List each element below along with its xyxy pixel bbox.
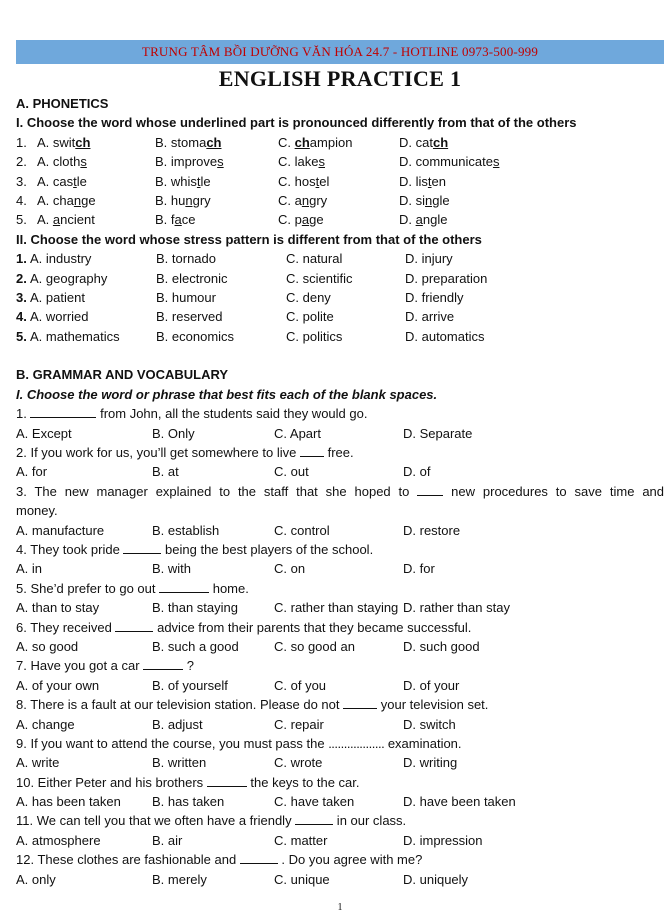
option-text: C. deny bbox=[286, 289, 331, 305]
underlined-part: s bbox=[318, 154, 325, 170]
question-number: 3. bbox=[16, 173, 27, 189]
option-text: D. preparation bbox=[405, 270, 488, 286]
question-stem: 3. The new manager explained to the staff that she hoped to bbox=[16, 483, 418, 499]
option-text: le bbox=[439, 192, 450, 208]
stress-question bbox=[16, 307, 664, 326]
answer-blank bbox=[240, 851, 278, 864]
option bbox=[156, 249, 216, 268]
grammar-question bbox=[16, 540, 664, 559]
option-text: B. humour bbox=[156, 289, 216, 305]
section-a-heading bbox=[16, 94, 664, 113]
question-number: 2. bbox=[16, 154, 27, 170]
underlined-part: a bbox=[52, 212, 61, 228]
answer-blank bbox=[300, 444, 324, 457]
question-stem: . Do you agree with me? bbox=[277, 852, 423, 868]
part-heading: I. Choose the word whose underlined part is pronounced differently from that of the others bbox=[16, 115, 577, 131]
answer-options bbox=[16, 715, 664, 734]
answer-options bbox=[16, 792, 664, 811]
grammar-question bbox=[16, 618, 664, 637]
option-text: cat bbox=[415, 134, 433, 150]
part-heading: I. Choose the word or phrase that best fits each of the blank spaces. bbox=[16, 386, 438, 402]
question-stem: ? bbox=[183, 658, 195, 674]
option: C. on bbox=[274, 561, 306, 577]
option bbox=[156, 288, 216, 307]
question-continuation bbox=[16, 501, 664, 520]
question-stem: the keys to the car. bbox=[246, 774, 360, 790]
question-text bbox=[16, 656, 664, 675]
grammar-question bbox=[16, 443, 664, 462]
option: C. unique bbox=[274, 871, 330, 887]
underlined-part: ng bbox=[73, 192, 89, 208]
option-label: C. bbox=[278, 134, 295, 150]
question-text bbox=[16, 540, 664, 559]
option bbox=[156, 269, 228, 288]
option: D. rather than stay bbox=[403, 600, 510, 616]
question-text bbox=[16, 811, 664, 830]
option: A. for bbox=[16, 464, 48, 480]
option-label: C. bbox=[278, 212, 295, 228]
option: C. have taken bbox=[274, 794, 355, 810]
underlined-part: ch bbox=[75, 134, 91, 150]
option: B. such a good bbox=[152, 638, 239, 654]
option-label: A. bbox=[37, 173, 53, 189]
question-number: 4. bbox=[16, 192, 27, 208]
option bbox=[16, 249, 91, 268]
option-label: D. bbox=[399, 192, 416, 208]
option bbox=[16, 307, 89, 326]
option: B. written bbox=[152, 755, 207, 771]
option-text: le bbox=[76, 173, 87, 189]
option: A. of your own bbox=[16, 677, 100, 693]
question-stem: 10. Either Peter and his brothers bbox=[16, 774, 207, 790]
option-text: ncient bbox=[60, 212, 95, 228]
grammar-question bbox=[16, 850, 664, 869]
option bbox=[278, 133, 352, 152]
option bbox=[278, 172, 329, 191]
option-text: en bbox=[431, 173, 446, 189]
underlined-part: s bbox=[492, 154, 500, 170]
answer-options bbox=[16, 462, 664, 481]
option-text: improve bbox=[170, 154, 218, 170]
question-number: 1. bbox=[16, 251, 27, 267]
option-text: B. electronic bbox=[156, 270, 228, 286]
underlined-part: t bbox=[73, 173, 77, 189]
option-label: C. bbox=[278, 173, 295, 189]
phonetics-question bbox=[16, 210, 664, 229]
option: D. writing bbox=[403, 755, 458, 771]
option-text: a bbox=[294, 192, 302, 208]
option bbox=[286, 327, 342, 346]
part-heading: II. Choose the word whose stress pattern is different from that of the others bbox=[16, 231, 482, 247]
question-stem: 8. There is a fault at our television station. Please do not bbox=[16, 697, 344, 713]
option: D. of bbox=[403, 464, 431, 480]
option-label: A. bbox=[37, 134, 53, 150]
question-text bbox=[16, 482, 664, 501]
phonetics-question bbox=[16, 172, 664, 191]
option: A. in bbox=[16, 561, 43, 577]
question-stem: 1. bbox=[16, 406, 31, 422]
page-title: ENGLISH PRACTICE 1 bbox=[218, 66, 462, 91]
option-text: hos bbox=[294, 173, 316, 189]
option: A. has been taken bbox=[16, 794, 121, 810]
option bbox=[155, 191, 211, 210]
grammar-part1-heading bbox=[16, 385, 664, 404]
option bbox=[278, 191, 327, 210]
answer-options bbox=[16, 559, 664, 578]
blank-dots: .................. bbox=[328, 735, 385, 751]
option-text: B. economics bbox=[156, 328, 235, 344]
question-number: 3. bbox=[16, 289, 27, 305]
answer-blank bbox=[123, 541, 161, 554]
option bbox=[405, 288, 464, 307]
underlined-part: t bbox=[427, 173, 432, 189]
grammar-question bbox=[16, 579, 664, 598]
option bbox=[399, 133, 448, 152]
grammar-question bbox=[16, 811, 664, 830]
option: C. of you bbox=[274, 677, 327, 693]
option-text: hu bbox=[170, 192, 186, 208]
question-stem: money. bbox=[16, 503, 58, 519]
option: B. establish bbox=[152, 522, 220, 538]
option-text: e bbox=[88, 192, 96, 208]
question-stem: your television set. bbox=[377, 697, 489, 713]
option-text: ce bbox=[181, 212, 196, 228]
answer-blank bbox=[207, 774, 247, 787]
option: C. control bbox=[274, 522, 330, 538]
section-heading: A. PHONETICS bbox=[16, 96, 109, 111]
option bbox=[399, 191, 450, 210]
option-label: D. bbox=[399, 173, 416, 189]
option-label: C. bbox=[278, 192, 295, 208]
option bbox=[405, 249, 453, 268]
option bbox=[405, 327, 484, 346]
question-number: 4. bbox=[16, 309, 27, 325]
option-label: D. bbox=[399, 154, 416, 170]
option: D. for bbox=[403, 561, 435, 577]
underlined-part: t bbox=[315, 173, 320, 189]
underlined-part: ch bbox=[206, 134, 222, 150]
question-stem: 7. Have you got a car bbox=[16, 658, 144, 674]
option: A. change bbox=[16, 716, 75, 732]
question-stem: advice from their parents that they became successful. bbox=[153, 619, 472, 635]
option-text: A. industry bbox=[30, 251, 92, 267]
answer-blank bbox=[295, 812, 333, 825]
question-stem: 6. They received bbox=[16, 619, 116, 635]
option: D. impression bbox=[403, 832, 483, 848]
option-text: lake bbox=[294, 154, 319, 170]
option: C. matter bbox=[274, 832, 328, 848]
question-number: 1. bbox=[16, 134, 27, 150]
section-heading: B. GRAMMAR AND VOCABULARY bbox=[16, 367, 229, 383]
question-text bbox=[16, 773, 664, 792]
option bbox=[16, 152, 87, 171]
option-text: ge bbox=[309, 212, 324, 228]
question-text bbox=[16, 734, 664, 753]
section-b-heading bbox=[16, 365, 664, 384]
center-banner bbox=[16, 40, 664, 64]
answer-options bbox=[16, 831, 664, 850]
option-text: swit bbox=[52, 134, 76, 150]
option: A. manufacture bbox=[16, 522, 105, 538]
option bbox=[278, 152, 325, 171]
option-text: A. mathematics bbox=[30, 328, 120, 344]
option-text: B. reserved bbox=[156, 309, 223, 325]
option: C. repair bbox=[274, 716, 324, 732]
option-text: C. polite bbox=[286, 309, 334, 325]
option-label: B. bbox=[155, 173, 171, 189]
phonetics-question bbox=[16, 191, 664, 210]
option bbox=[16, 133, 90, 152]
grammar-question bbox=[16, 482, 664, 501]
answer-blank bbox=[143, 657, 183, 670]
answer-options bbox=[16, 870, 664, 889]
question-stem: 12. These clothes are fashionable and bbox=[16, 852, 240, 868]
option: B. of yourself bbox=[152, 677, 228, 693]
underlined-part: t bbox=[196, 173, 201, 189]
option-label: A. bbox=[37, 192, 53, 208]
option bbox=[16, 210, 95, 229]
option: A. Except bbox=[16, 425, 72, 441]
option: B. Only bbox=[152, 425, 195, 441]
grammar-question bbox=[16, 656, 664, 675]
option: D. restore bbox=[403, 522, 461, 538]
question-stem: 9. If you want to attend the course, you must pass the bbox=[16, 735, 329, 751]
option bbox=[16, 288, 85, 307]
option-text: el bbox=[319, 173, 330, 189]
option: C. rather than staying bbox=[274, 600, 399, 616]
question-stem: new procedures to save time and bbox=[443, 483, 665, 499]
option: B. merely bbox=[152, 871, 207, 887]
option: A. write bbox=[16, 755, 60, 771]
option-label: D. bbox=[399, 212, 416, 228]
option bbox=[155, 172, 211, 191]
grammar-question bbox=[16, 734, 664, 753]
underlined-part: a bbox=[415, 212, 423, 228]
underlined-part: a bbox=[301, 212, 310, 228]
option bbox=[286, 288, 331, 307]
option: C. so good an bbox=[274, 638, 355, 654]
stress-question bbox=[16, 249, 664, 268]
option-label: A. bbox=[37, 212, 53, 228]
option bbox=[155, 133, 221, 152]
option: D. such good bbox=[403, 638, 480, 654]
answer-options bbox=[16, 424, 664, 443]
option bbox=[156, 307, 222, 326]
question-text bbox=[16, 850, 664, 869]
stress-question bbox=[16, 269, 664, 288]
question-stem: free. bbox=[323, 445, 354, 461]
option bbox=[399, 152, 499, 171]
option-text: whis bbox=[170, 173, 197, 189]
phonetics-question bbox=[16, 133, 664, 152]
option bbox=[286, 307, 334, 326]
question-text bbox=[16, 695, 664, 714]
option-label: B. bbox=[155, 154, 171, 170]
question-text bbox=[16, 618, 664, 637]
question-stem: 5. She’d prefer to go out bbox=[16, 580, 160, 596]
underlined-part: ng bbox=[301, 192, 317, 208]
option bbox=[16, 327, 120, 346]
option: B. adjust bbox=[152, 716, 203, 732]
underlined-part: ng bbox=[185, 192, 200, 208]
question-stem: 2. If you work for us, you’ll get somewhere to live bbox=[16, 445, 300, 461]
option-text: B. tornado bbox=[156, 251, 216, 267]
answer-blank bbox=[343, 696, 377, 709]
option-text: ry bbox=[199, 192, 211, 208]
option-text: ngle bbox=[422, 212, 448, 228]
option-text: C. scientific bbox=[286, 270, 353, 286]
option-text: cas bbox=[52, 173, 74, 189]
option bbox=[16, 172, 87, 191]
option: B. with bbox=[152, 561, 192, 577]
stress-question bbox=[16, 327, 664, 346]
option: D. uniquely bbox=[403, 871, 469, 887]
question-text bbox=[16, 579, 664, 598]
question-number: 5. bbox=[16, 212, 27, 228]
option bbox=[16, 269, 107, 288]
option-text: si bbox=[415, 192, 426, 208]
option bbox=[156, 327, 234, 346]
answer-blank bbox=[30, 405, 96, 418]
option bbox=[399, 210, 447, 229]
option-text: cha bbox=[52, 192, 74, 208]
answer-blank bbox=[115, 619, 153, 632]
grammar-question bbox=[16, 695, 664, 714]
option-text: C. natural bbox=[286, 251, 343, 267]
option bbox=[278, 210, 324, 229]
option-text: A. patient bbox=[30, 289, 85, 305]
option: D. Separate bbox=[403, 425, 473, 441]
option-label: C. bbox=[278, 154, 295, 170]
question-text bbox=[16, 443, 664, 462]
phonetics-part2-heading bbox=[16, 230, 664, 249]
option: B. at bbox=[152, 464, 179, 480]
option bbox=[399, 172, 446, 191]
question-stem: home. bbox=[209, 580, 249, 596]
option-label: B. bbox=[155, 212, 171, 228]
worksheet-content bbox=[16, 94, 664, 889]
phonetics-part1-heading bbox=[16, 113, 664, 132]
question-text bbox=[16, 404, 664, 423]
stress-question bbox=[16, 288, 664, 307]
answer-options bbox=[16, 753, 664, 772]
option: C. wrote bbox=[274, 755, 323, 771]
option-text: D. friendly bbox=[405, 289, 464, 305]
option bbox=[155, 210, 196, 229]
question-stem: from John, all the students said they would go. bbox=[96, 406, 368, 422]
grammar-question bbox=[16, 773, 664, 792]
underlined-part: s bbox=[217, 154, 224, 170]
question-stem: examination. bbox=[384, 735, 462, 751]
option-text: communicate bbox=[415, 154, 493, 170]
answer-blank bbox=[159, 580, 209, 593]
question-number: 5. bbox=[16, 328, 27, 344]
option: A. so good bbox=[16, 638, 79, 654]
question-stem: 11. We can tell you that we often have a friendly bbox=[16, 813, 296, 829]
answer-blank bbox=[417, 483, 443, 496]
option: A. than to stay bbox=[16, 600, 100, 616]
option-text: D. arrive bbox=[405, 309, 455, 325]
option-text: D. injury bbox=[405, 251, 453, 267]
option-text: le bbox=[200, 173, 211, 189]
section-gap bbox=[16, 346, 664, 365]
option bbox=[405, 307, 454, 326]
question-stem: 4. They took pride bbox=[16, 541, 124, 557]
answer-options bbox=[16, 637, 664, 656]
option bbox=[405, 269, 487, 288]
option-text: lis bbox=[415, 173, 428, 189]
option-text: ampion bbox=[309, 134, 353, 150]
option-label: B. bbox=[155, 134, 171, 150]
answer-options bbox=[16, 676, 664, 695]
option-label: A. bbox=[37, 154, 53, 170]
underlined-part: ng bbox=[425, 192, 440, 208]
option: A. atmosphere bbox=[16, 832, 101, 848]
option: A. only bbox=[16, 871, 56, 887]
option-text: A. worried bbox=[30, 309, 89, 325]
option-label: B. bbox=[155, 192, 171, 208]
option bbox=[286, 269, 352, 288]
option bbox=[155, 152, 224, 171]
underlined-part: ch bbox=[432, 134, 449, 150]
answer-options bbox=[16, 598, 664, 617]
option-text: f bbox=[170, 212, 175, 228]
banner-text: TRUNG TÂM BỒI DƯỠNG VĂN HÓA 24.7 - HOTLINE 0973-500-999 bbox=[141, 44, 539, 59]
option-text: A. geography bbox=[30, 270, 108, 286]
option: C. Apart bbox=[274, 425, 321, 441]
option-text: p bbox=[294, 212, 302, 228]
option: C. out bbox=[274, 464, 309, 480]
option bbox=[286, 249, 342, 268]
option-text: cloth bbox=[52, 154, 81, 170]
underlined-part: s bbox=[80, 154, 87, 170]
option: B. than staying bbox=[152, 600, 238, 616]
underlined-part: a bbox=[174, 212, 182, 228]
option: B. has taken bbox=[152, 794, 225, 810]
option: D. of your bbox=[403, 677, 460, 693]
grammar-question bbox=[16, 404, 664, 423]
option: D. switch bbox=[403, 716, 456, 732]
answer-options bbox=[16, 521, 664, 540]
page-number: 1 bbox=[337, 902, 343, 913]
phonetics-question bbox=[16, 152, 664, 171]
option-label: D. bbox=[399, 134, 416, 150]
option-text: ry bbox=[316, 192, 328, 208]
underlined-part: ch bbox=[294, 134, 310, 150]
option bbox=[16, 191, 96, 210]
option-text: D. automatics bbox=[405, 328, 485, 344]
option-text: C. politics bbox=[286, 328, 343, 344]
option-text: stoma bbox=[170, 134, 207, 150]
question-number: 2. bbox=[16, 270, 27, 286]
question-stem: being the best players of the school. bbox=[161, 541, 374, 557]
option: B. air bbox=[152, 832, 183, 848]
option: D. have been taken bbox=[403, 794, 516, 810]
question-stem: in our class. bbox=[333, 813, 407, 829]
